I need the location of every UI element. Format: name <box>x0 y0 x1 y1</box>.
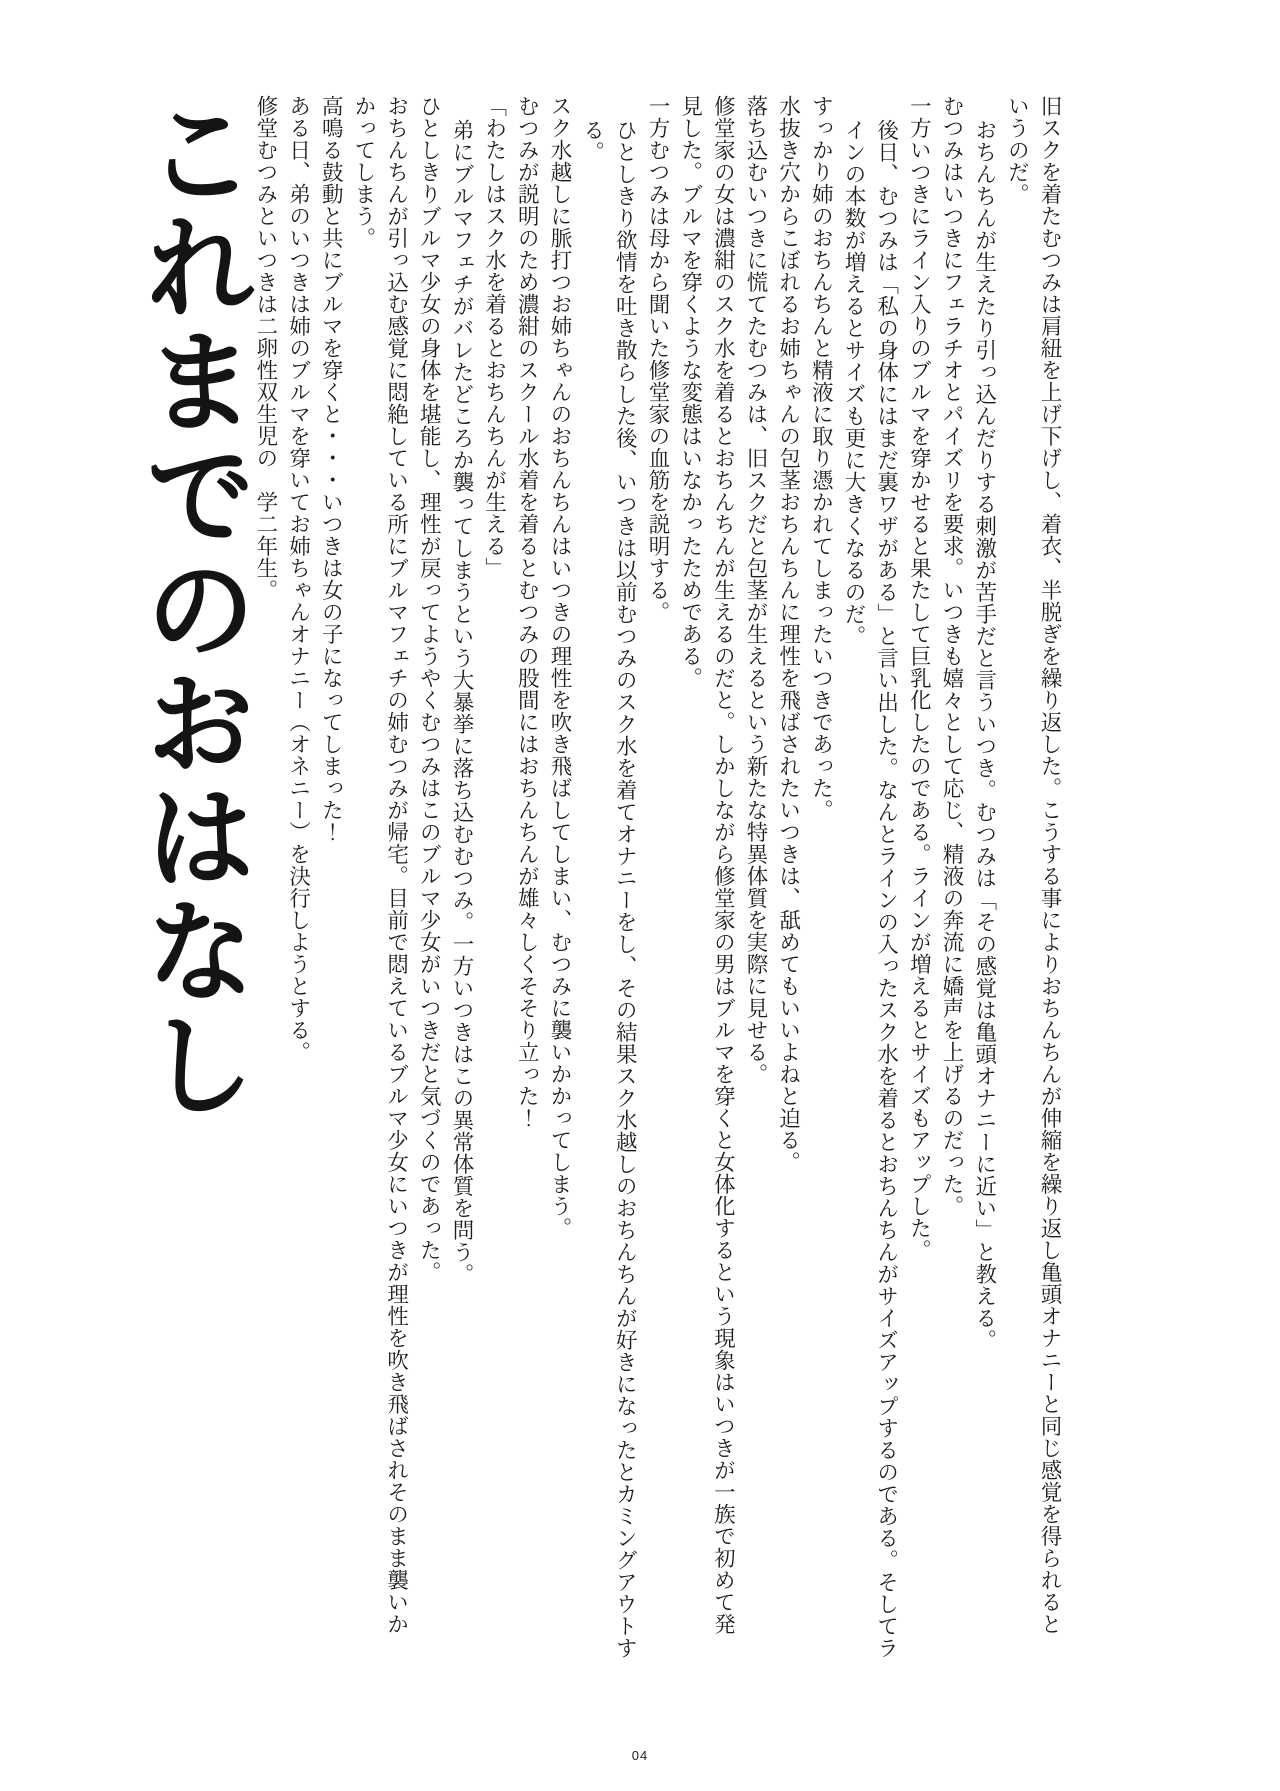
vertical-text-area <box>126 95 1240 1659</box>
page-title: これまでのおはなし <box>126 95 258 1121</box>
paragraph-1: ある日、弟のいつきは姉のブルマを穿いてお姉ちゃんオナニー（オネニー）を決行しようとする。 <box>285 95 311 1063</box>
paragraph-14: すっかり姉のおちんちんと精液に取り憑かれてしまったいつきであった。 <box>808 95 834 821</box>
paragraph-12: 落ち込むいつきに慌てたむつみは、旧スクだと包茎が生えるという新たな特異体質を実際に見せる。 <box>742 95 768 1085</box>
page-number: 04 <box>631 1748 649 1763</box>
paragraph-8: スク水越しに脈打つお姉ちゃんのおちんちんはいつきの理性を吹き飛ばしてしまい、むつみに襲いかかってしまう。 <box>546 95 572 1239</box>
paragraph-3: おちんちんが引っ込む感覚に悶絶している所にブルマフェチの姉むつみが帰宅。目前で悶えているブルマ少女にいつきが理性を吹き飛ばされそのまま襲いかかってしまう。 <box>350 95 409 1635</box>
paragraph-16: 一方いつきにライン入りのブルマを穿かせると果たして巨乳化したのである。ラインが増えるとサイズもアップした。 <box>906 95 932 1261</box>
paragraph-0: 修堂むつみといつきは二卵性双生児の 学二年生。 <box>252 95 278 601</box>
paragraph-18: おちんちんが生えたり引っ込んだりする刺激が苦手だと言ういつき。むつみは「その感覚は亀頭オナニーに近い」と教える。 <box>971 119 997 1351</box>
paragraph-4: ひとしきりブルマ少女の身体を堪能し、理性が戻ってようやくむつみはこのブルマ少女がいつきだと気づくのであった。 <box>416 95 442 1283</box>
paragraph-17: むつみはいつきにフェラチオとパイズリを要求。いつきも嬉々として応じ、精液の奔流に嬌声を上げるのだった。 <box>939 95 965 1217</box>
paragraph-6: 「わたしはスク水を着るとおちんちんが生える」 <box>481 95 507 579</box>
paragraph-15: 後日、むつみは「私の身体にはまだ裏ワザがある」と言い出した。なんとラインの入ったスク水を着るとおちんちんがサイズアップするのである。そしてラインの本数が増えるとサイズも更に大きくなるのだ。 <box>841 119 899 1659</box>
paragraph-13: 水抜き穴からこぼれるお姉ちゃんの包茎おちんちんに理性を飛ばされたいつきは、舐めてもいいよねと迫る。 <box>775 95 801 1173</box>
paragraph-7: むつみが説明のため濃紺のスクール水着を着るとむつみの股間にはおちんちんが雄々しくそそり立った！ <box>514 95 540 1129</box>
body-columns <box>248 95 1065 1659</box>
paragraph-19: 旧スクを着たむつみは肩紐を上げ下げし、着衣、半脱ぎを繰り返した。こうする事によりおちんちんが伸縮を繰り返し亀頭オナニーと同じ感覚を得られるというのだ。 <box>1004 95 1063 1635</box>
paragraph-2: 高鳴る鼓動と共にブルマを穿くと・・・いつきは女の子になってしまった！ <box>318 95 344 843</box>
paragraph-5: 弟にブルマフェチがバレたどころか襲ってしまうという大暴挙に落ち込むむつみ。一方いつきはこの異常体質を問う。 <box>448 119 474 1285</box>
paragraph-10: 一方むつみは母から聞いた修堂家の血筋を説明する。 <box>644 95 670 623</box>
paragraph-9: ひとしきり欲情を吐き散らした後、いつきは以前むつみのスク水を着てオナニーをし、その結果スク水越しのおちんちんが好きになったとカミングアウトする。 <box>579 119 638 1659</box>
paragraph-11: 修堂家の女は濃紺のスク水を着るとおちんちんが生えるのだと。しかしながら修堂家の男はブルマを穿くと女体化するという現象はいつきが一族で初めて発見した。ブルマを穿くような変態はいなかったためである。 <box>677 95 736 1635</box>
